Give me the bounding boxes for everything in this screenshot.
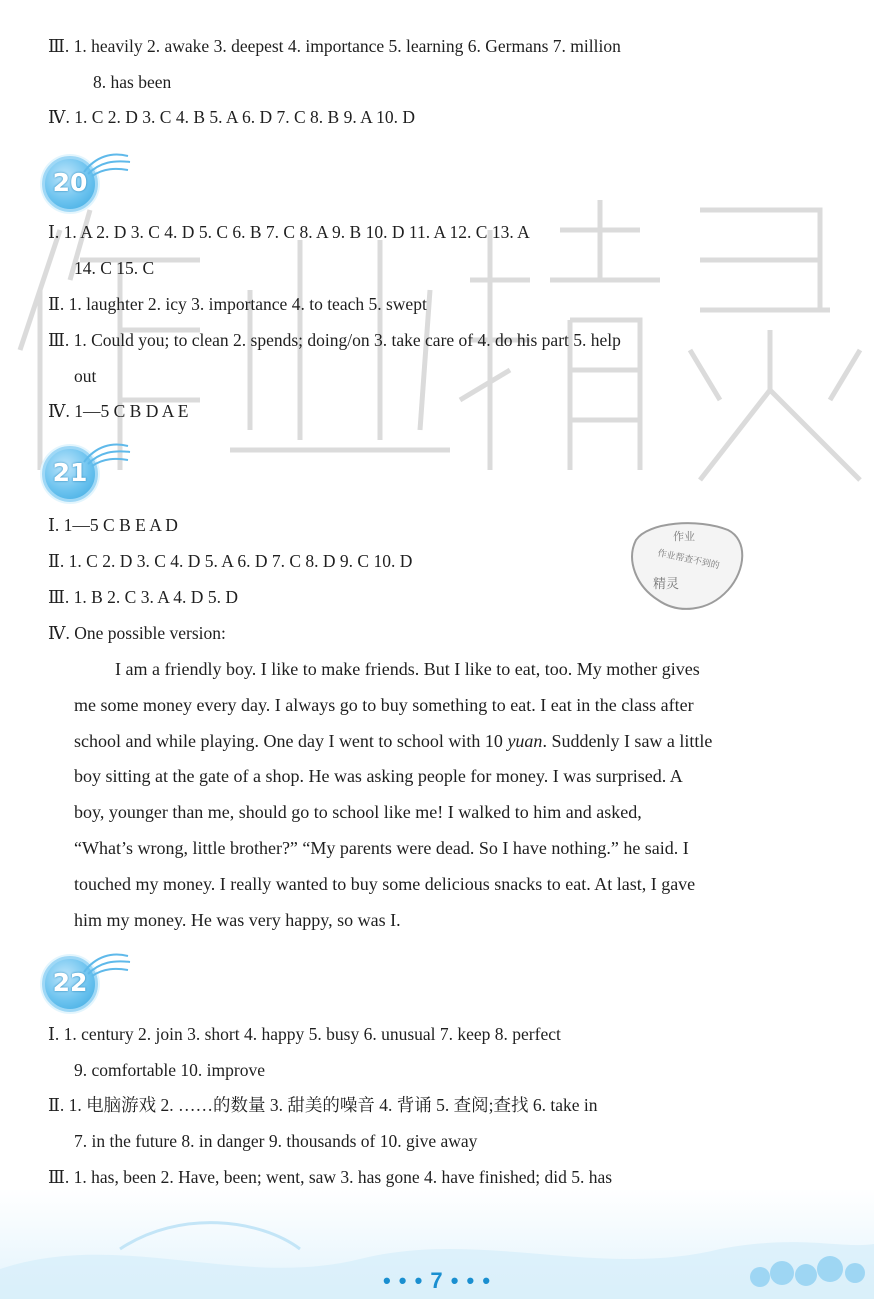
essay-line: me some money every day. I always go to buy something to eat. I eat in the class after	[74, 695, 694, 715]
section-22-badge: 22	[42, 956, 98, 1012]
section-21-line-2: Ⅱ. 1. C 2. D 3. C 4. D 5. A 6. D 7. C 8. D 9. C 10. D	[48, 551, 413, 571]
svg-text:作业: 作业	[673, 530, 695, 543]
section-20-badge: 20	[42, 156, 98, 212]
section-21-line-3: Ⅲ. 1. B 2. C 3. A 4. D 5. D	[48, 587, 238, 607]
section-22-line-1-cont: 9. comfortable 10. improve	[74, 1060, 265, 1080]
essay-line: touched my money. I really wanted to buy some delicious snacks to eat. At last, I gave	[74, 874, 696, 894]
svg-text:作业帮查不到的: 作业帮查不到的	[656, 548, 721, 572]
svg-text:精灵: 精灵	[652, 577, 680, 592]
section-20-line-3-cont: out	[74, 366, 97, 386]
essay-line: him my money. He was very happy, so was I.	[74, 910, 401, 930]
essay-line: school and while playing. One day I went to school with 10 yuan. Suddenly I saw a little	[74, 731, 713, 751]
section-22-wing-icon	[82, 948, 132, 982]
section-20-line-2: Ⅱ. 1. laughter 2. icy 3. importance 4. to teach 5. swept	[48, 294, 427, 314]
section-21-badge: 21	[42, 446, 98, 502]
section-22-line-3: Ⅲ. 1. has, been 2. Have, been; went, saw 3. has gone 4. have finished; did 5. has	[48, 1167, 613, 1187]
section-21-wing-icon	[82, 438, 132, 472]
section-21-line-1: Ⅰ. 1—5 C B E A D	[48, 515, 178, 535]
section-22-line-1: Ⅰ. 1. century 2. join 3. short 4. happy 5. busy 6. unusual 7. keep 8. perfect	[48, 1024, 561, 1044]
section-19-line-3-cont: 8. has been	[93, 72, 172, 92]
page-number: • • • 7 • • •	[382, 1268, 492, 1293]
section-20-line-1-cont: 14. C 15. C	[74, 258, 155, 278]
section-21-line-4: Ⅳ. One possible version:	[48, 623, 226, 643]
section-20-line-1: Ⅰ. 1. A 2. D 3. C 4. D 5. C 6. B 7. C 8. A 9. B 10. D 11. A 12. C 13. A	[48, 222, 530, 242]
section-19-line-4: Ⅳ. 1. C 2. D 3. C 4. B 5. A 6. D 7. C 8. B 9. A 10. D	[48, 107, 416, 127]
section-20-wing-icon	[82, 148, 132, 182]
section-20-line-3: Ⅲ. 1. Could you; to clean 2. spends; doing/on 3. take care of 4. do his part 5. help	[48, 330, 621, 350]
section-22-line-2: Ⅱ. 1. 电脑游戏 2. ……的数量 3. 甜美的噪音 4. 背诵 5. 查阅;查找 6. take in	[48, 1095, 598, 1115]
section-22-line-2-cont: 7. in the future 8. in danger 9. thousands of 10. give away	[74, 1131, 478, 1151]
essay-line: boy sitting at the gate of a shop. He was asking people for money. I was surprised. A	[74, 766, 683, 786]
stamp-logo	[628, 520, 746, 612]
essay-line: “What’s wrong, little brother?” “My parents were dead. So I have nothing.” he said. I	[74, 838, 689, 858]
essay-line: boy, younger than me, should go to school like me! I walked to him and asked,	[74, 802, 642, 822]
essay-line: I am a friendly boy. I like to make friends. But I like to eat, too. My mother gives	[115, 659, 700, 679]
section-19-line-3: Ⅲ. 1. heavily 2. awake 3. deepest 4. importance 5. learning 6. Germans 7. million	[48, 36, 621, 56]
section-20-line-4: Ⅳ. 1—5 C B D A E	[48, 401, 189, 421]
essay-italic-word: yuan	[507, 731, 543, 751]
